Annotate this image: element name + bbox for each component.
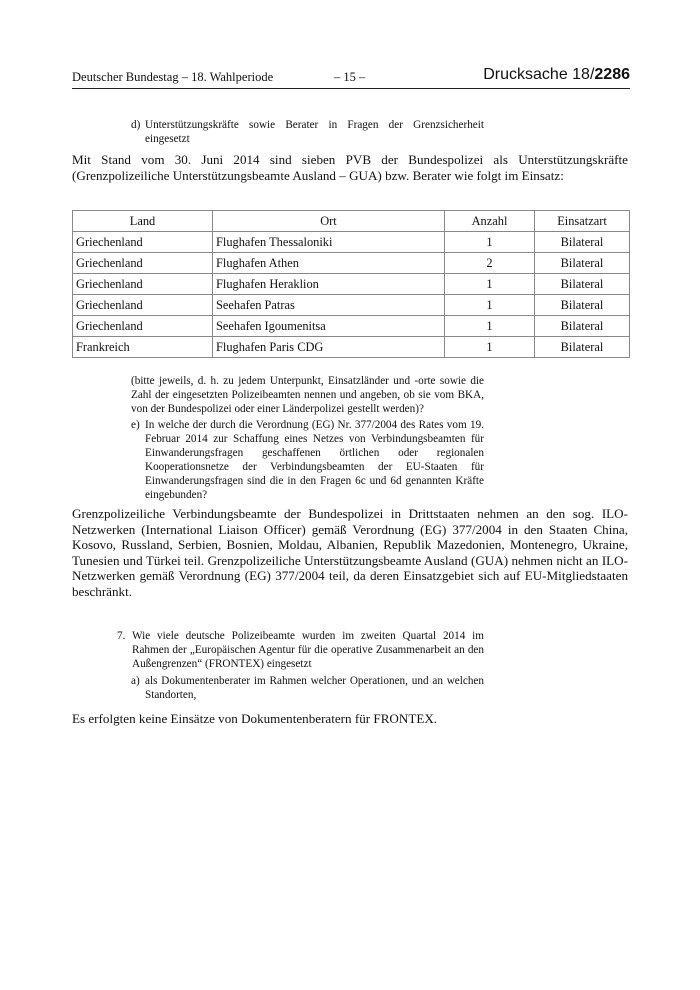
cell-einsatzart: Bilateral [535, 232, 630, 253]
table-row [73, 232, 630, 253]
column-header-anzahl: Anzahl [445, 211, 535, 232]
question-text: Wie viele deutsche Polizeibeamte wurden im zweiten Quartal 2014 im Rahmen der „Europäischen Agentur für die operative Zusammenarbeit an den Außengrenzen“ (FRONTEX) eingesetzt [132, 630, 484, 670]
cell-ort: Seehafen Igoumenitsa [213, 316, 445, 337]
question-label: a) [131, 675, 140, 687]
cell-ort: Flughafen Paris CDG [213, 337, 445, 358]
table-row [73, 316, 630, 337]
question-text: Unterstützungskräfte sowie Berater in Fragen der Grenzsicherheit eingesetzt [145, 119, 484, 145]
cell-land: Griechenland [73, 253, 213, 274]
cell-anzahl: 1 [445, 337, 535, 358]
table-row [73, 253, 630, 274]
cell-land: Griechenland [73, 232, 213, 253]
cell-anzahl: 2 [445, 253, 535, 274]
cell-einsatzart: Bilateral [535, 274, 630, 295]
column-header-land: Land [73, 211, 213, 232]
question-d [131, 118, 484, 146]
column-header-einsatzart: Einsatzart [535, 211, 630, 232]
question-text: In welche der durch die Verordnung (EG) Nr. 377/2004 des Rates vom 19. Februar 2014 zur Schaffung eines Netzes von Verbindungsbeamten für Einwanderungsfragen geschaffenen örtlichen oder regionalen Kooperationsnetze der Verbindungsbeamten der EU-Staaten für Einwanderungsfragen sind die in den Fragen 6c und 6d genannten Kräfte eingebunden? [145, 419, 484, 501]
cell-land: Griechenland [73, 295, 213, 316]
question-label: e) [131, 419, 140, 431]
question-label: 7. [117, 630, 126, 642]
cell-anzahl: 1 [445, 274, 535, 295]
cell-land: Frankreich [73, 337, 213, 358]
question-7 [117, 629, 484, 671]
cell-ort: Flughafen Thessaloniki [213, 232, 445, 253]
table-row [73, 337, 630, 358]
question-text: als Dokumentenberater im Rahmen welcher Operationen, und an welchen Standorten, [145, 675, 484, 701]
publication-title: Deutscher Bundestag – 18. Wahlperiode [72, 70, 274, 84]
question-e [131, 418, 484, 502]
cell-ort: Flughafen Heraklion [213, 274, 445, 295]
deployment-table [72, 210, 630, 358]
cell-land: Griechenland [73, 274, 213, 295]
answer-paragraph-2: Grenzpolizeiliche Verbindungsbeamte der Bundespolizei in Drittstaaten nehmen an den sog. ILO-Netzwerken (International Liaison Officer) gemäß Verordnung (EG) 377/2004 in den Staaten China, Kosovo, Russland, Serbien, Bosnien, Moldau, Albanien, Republik Mazedonien, Montenegro, Ukraine, Tunesien und Türkei teil. Grenzpolizeiliche Unterstützungsbeamte Ausland (GUA) nehmen nicht an ILO-Netzwerken gemäß Verordnung (EG) 377/2004 teil, da deren Einsatzgebiet sich auf EU-Mitgliedstaaten beschränkt. [72, 506, 628, 599]
table-row [73, 295, 630, 316]
question-note [131, 374, 484, 416]
question-note-text: (bitte jeweils, d. h. zu jedem Unterpunkt, Einsatzländer und -orte sowie die Zahl der eingesetzten Polizeibeamten nennen und angeben, ob sie vom BKA, von der Bundespolizei oder einer Länderpolizei gestellt werden)? [131, 375, 484, 415]
cell-ort: Flughafen Athen [213, 253, 445, 274]
cell-land: Griechenland [73, 316, 213, 337]
page-header [72, 68, 630, 89]
cell-einsatzart: Bilateral [535, 337, 630, 358]
document-number: Drucksache 18/2286 [483, 66, 630, 83]
answer-paragraph-3: Es erfolgten keine Einsätze von Dokumentenberatern für FRONTEX. [72, 711, 438, 726]
question-7a [131, 674, 484, 702]
cell-einsatzart: Bilateral [535, 316, 630, 337]
cell-anzahl: 1 [445, 295, 535, 316]
table-header-row [73, 211, 630, 232]
answer-paragraph-1: Mit Stand vom 30. Juni 2014 sind sieben PVB der Bundespolizei als Unterstützungskräfte (Grenzpolizeiliche Unterstützungsbeamte Ausland – GUA) bzw. Berater wie folgt im Einsatz: [72, 152, 628, 183]
question-label: d) [131, 119, 141, 131]
cell-anzahl: 1 [445, 316, 535, 337]
page-number: – 15 – [334, 70, 366, 84]
cell-einsatzart: Bilateral [535, 295, 630, 316]
table-row [73, 274, 630, 295]
cell-anzahl: 1 [445, 232, 535, 253]
cell-ort: Seehafen Patras [213, 295, 445, 316]
column-header-ort: Ort [213, 211, 445, 232]
cell-einsatzart: Bilateral [535, 253, 630, 274]
